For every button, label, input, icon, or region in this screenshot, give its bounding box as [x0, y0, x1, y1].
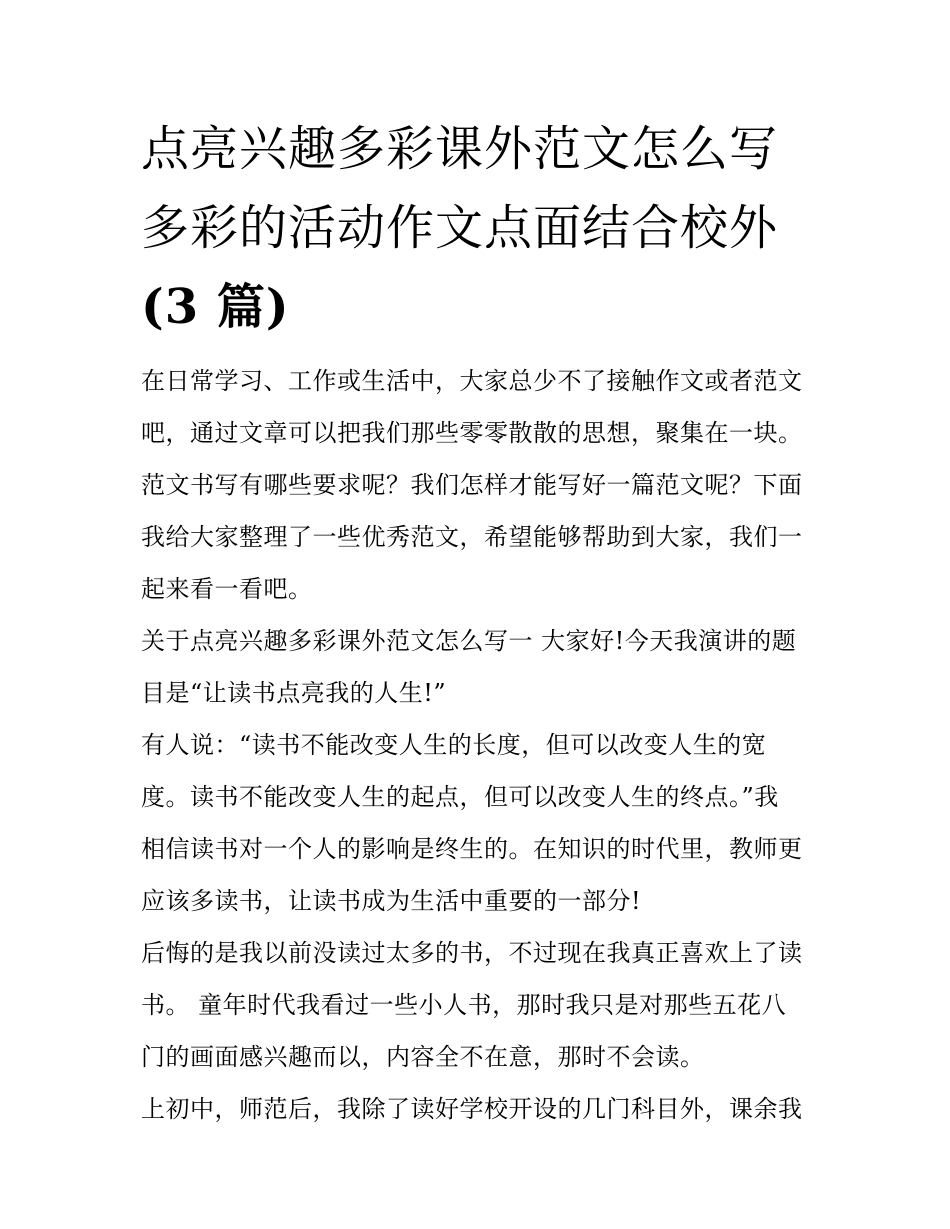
document-page — [141, 110, 821, 1135]
paragraph-line: 范文书写有哪些要求呢？我们怎样才能写好一篇范文呢？下面 — [141, 471, 803, 499]
paragraph-line: 相信读书对一个人的影响是终生的。在知识的时代里，教师更 — [141, 835, 803, 863]
paragraph — [141, 719, 821, 927]
title-line: (3 篇) — [141, 279, 290, 335]
paragraph — [141, 615, 821, 719]
paragraph — [141, 927, 821, 1083]
paragraph-line: 书。 童年时代我看过一些小人书，那时我只是对那些五花八 — [141, 991, 787, 1019]
paragraph-line: 我给大家整理了一些优秀范文，希望能够帮助到大家，我们一 — [141, 523, 803, 551]
paragraph-line: 关于点亮兴趣多彩课外范文怎么写一 大家好!今天我演讲的题 — [141, 627, 797, 655]
paragraph-line: 度。读书不能改变人生的起点，但可以改变人生的终点。”我 — [141, 783, 779, 811]
paragraph-line: 门的画面感兴趣而以，内容全不在意，那时不会读。 — [141, 1043, 705, 1071]
paragraph-line: 目是“让读书点亮我的人生!” — [141, 679, 447, 707]
document-title — [141, 110, 821, 347]
paragraph-line: 有人说：“读书不能改变人生的长度，但可以改变人生的宽 — [141, 731, 767, 759]
paragraph-line: 应该多读书，让读书成为生活中重要的一部分! — [141, 887, 642, 915]
paragraph-line: 上初中，师范后，我除了读好学校开设的几门科目外，课余我 — [141, 1095, 803, 1123]
document-body — [141, 355, 821, 1135]
paragraph-line: 吧，通过文章可以把我们那些零零散散的思想，聚集在一块。 — [141, 419, 803, 447]
paragraph-line: 起来看一看吧。 — [141, 575, 313, 603]
paragraph-line: 后悔的是我以前没读过太多的书，不过现在我真正喜欢上了读 — [141, 939, 803, 967]
paragraph — [141, 355, 821, 615]
title-line: 点亮兴趣多彩课外范文怎么写 — [141, 121, 779, 177]
paragraph — [141, 1083, 821, 1135]
title-line: 多彩的活动作文点面结合校外 — [141, 200, 779, 256]
paragraph-line: 在日常学习、工作或生活中，大家总少不了接触作文或者范文 — [141, 367, 803, 395]
